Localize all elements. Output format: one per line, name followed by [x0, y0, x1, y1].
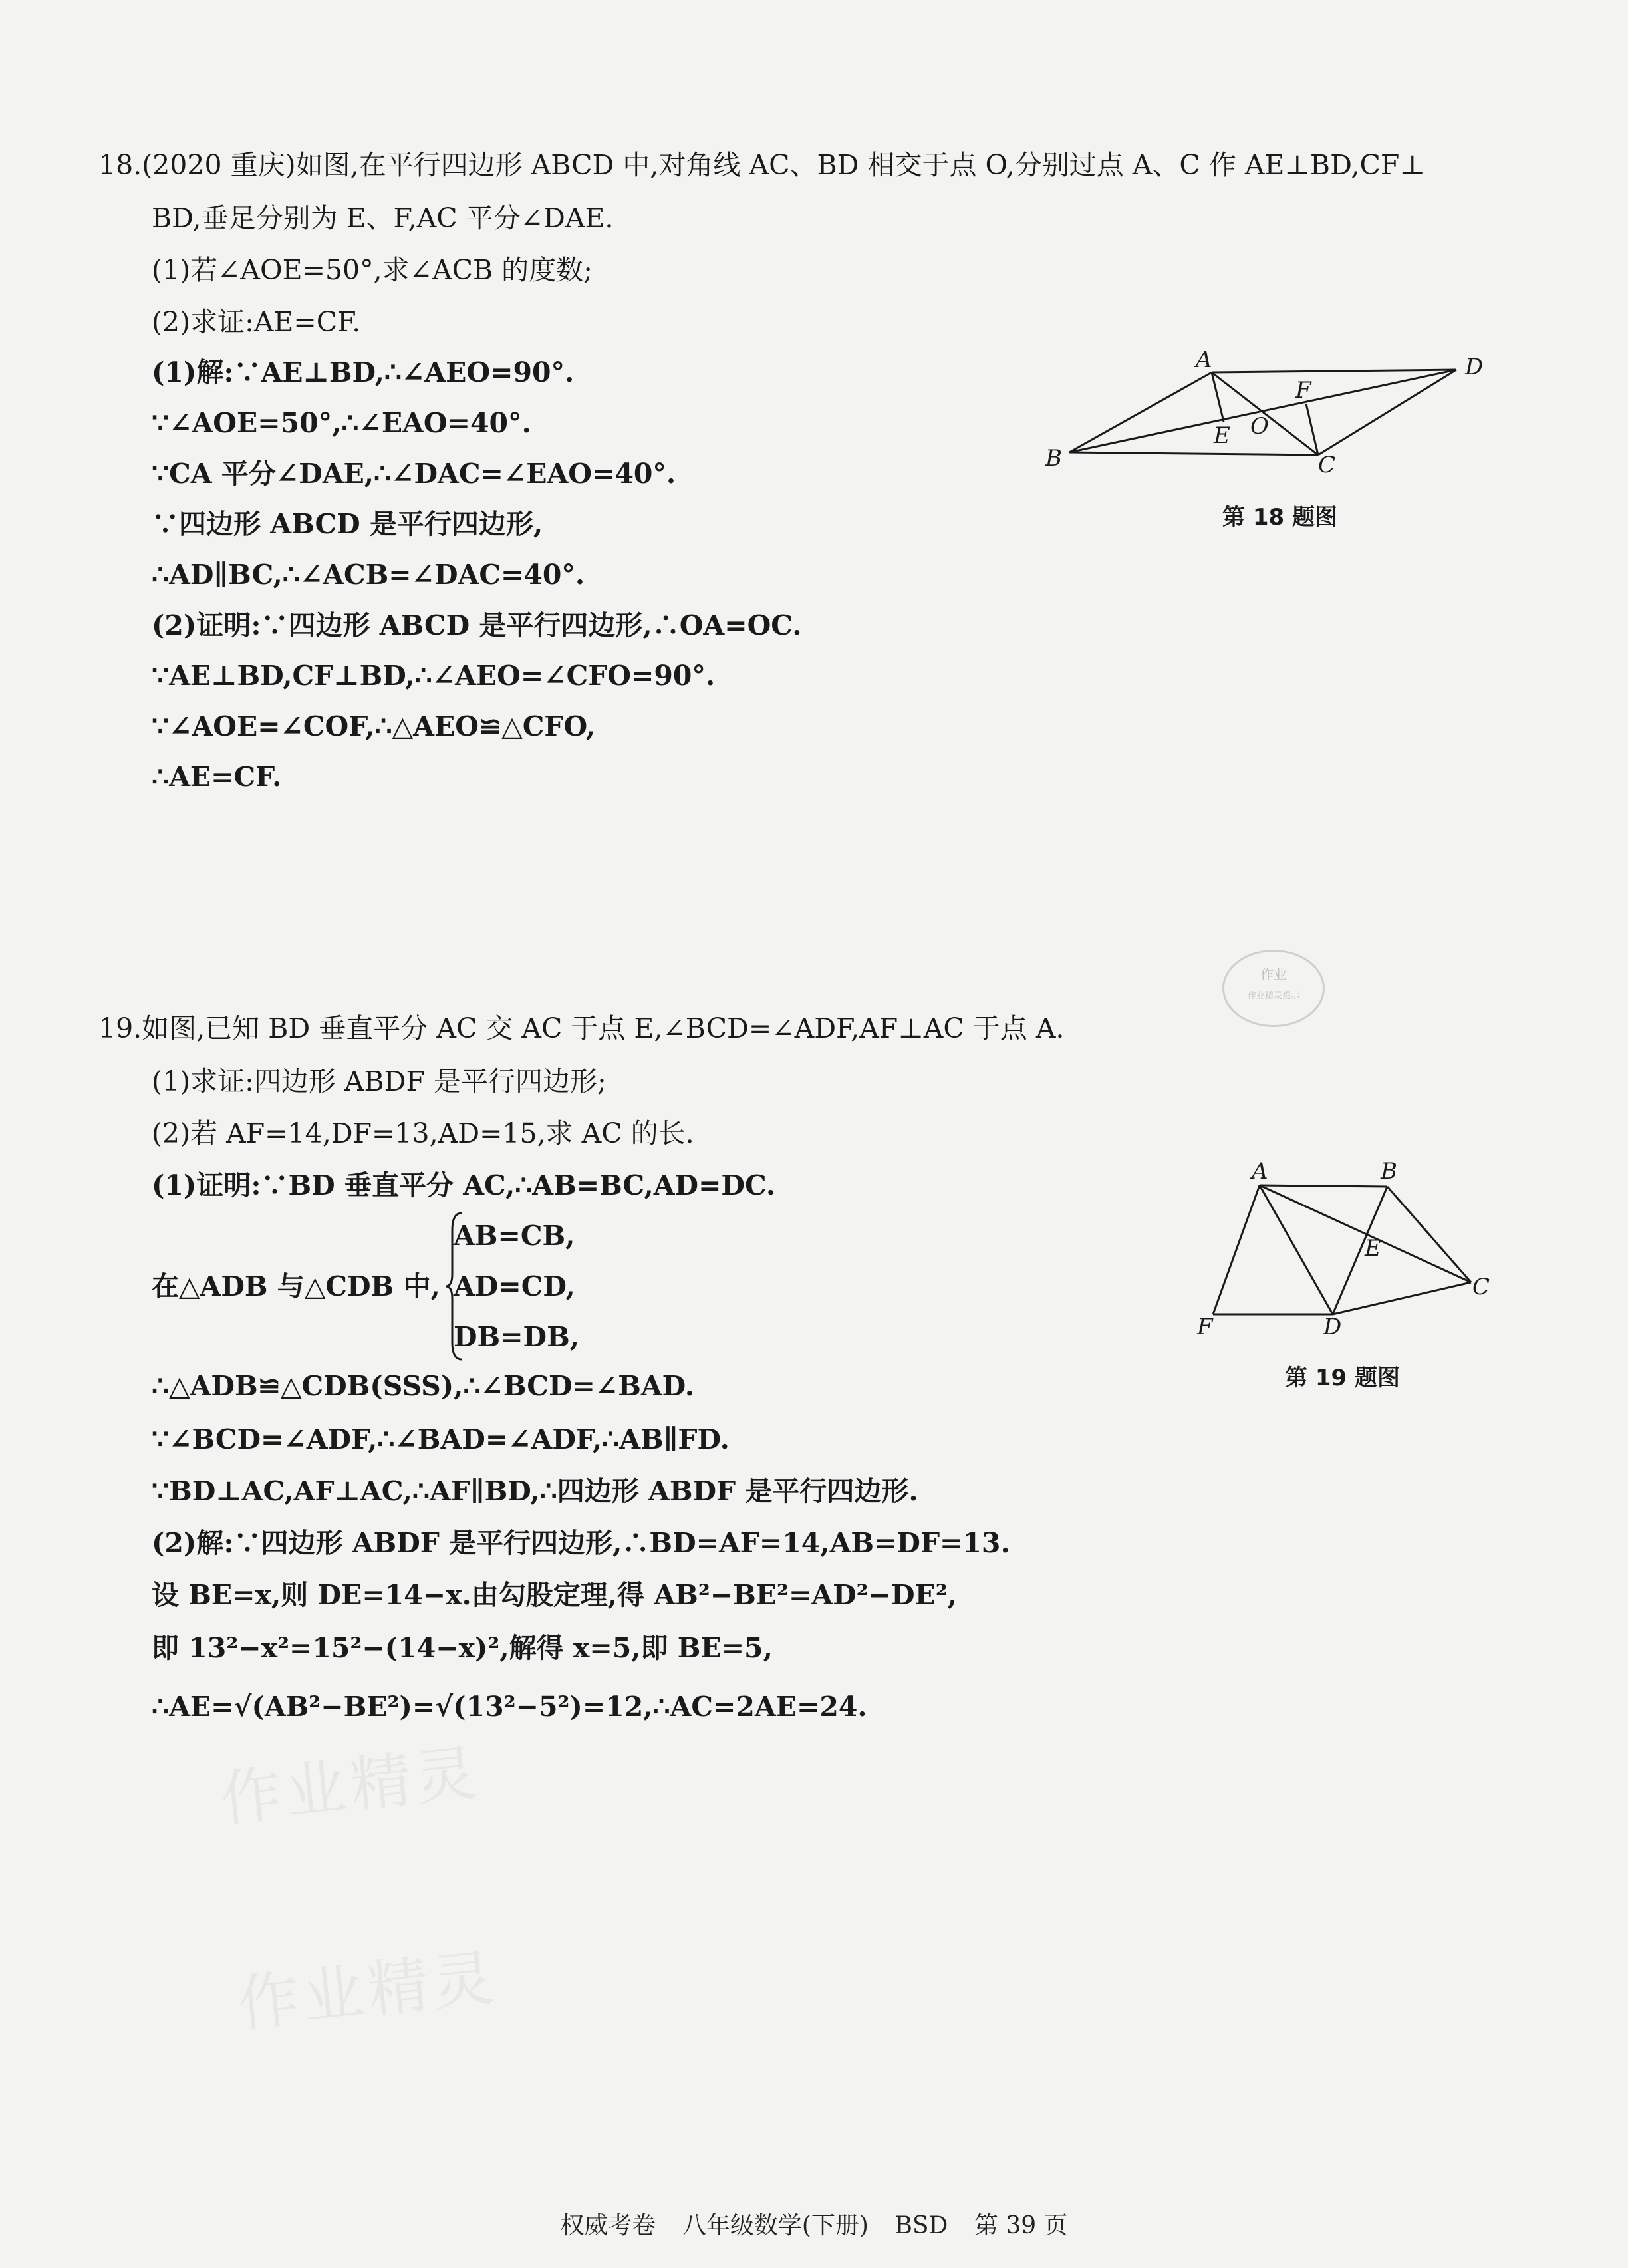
- segment-cd: [1318, 370, 1456, 455]
- stamp: [1222, 950, 1325, 1027]
- watermark: 作业精灵: [234, 1941, 501, 2041]
- brace-line: AB=CB,: [454, 1220, 575, 1252]
- watermark: 作业精灵: [217, 1737, 484, 1836]
- q18-solution-line: ∴AE=CF.: [152, 761, 282, 793]
- q18-stem-line1: 18.(2020 重庆)如图,在平行四边形 ABCD 中,对角线 AC、BD 相交于点 O,分别过点 A、C 作 AE⊥BD,CF⊥: [98, 149, 1425, 181]
- brace-line: AD=CD,: [454, 1270, 575, 1302]
- q18-solution-line: (2)证明:∵四边形 ABCD 是平行四边形,∴OA=OC.: [152, 609, 802, 641]
- q18-solution-line: ∵∠AOE=∠COF,∴△AEO≌△CFO,: [152, 710, 596, 742]
- segment-bc: [1069, 452, 1318, 455]
- label-e: E: [1214, 422, 1230, 449]
- q19-solution-line: ∴AE=√(AB²−BE²)=√(13²−5²)=12,∴AC=2AE=24.: [152, 1691, 867, 1723]
- q18-solution-line: ∵∠AOE=50°,∴∠EAO=40°.: [152, 407, 531, 439]
- q18-figure: [1037, 339, 1503, 499]
- segment-bc: [1387, 1187, 1471, 1282]
- label-a: A: [1196, 347, 1212, 373]
- q18-solution-line: ∵CA 平分∠DAE,∴∠DAC=∠EAO=40°.: [152, 458, 676, 490]
- q19-solution-in: 在△ADB 与△CDB 中,: [152, 1270, 440, 1302]
- label-o: O: [1250, 413, 1269, 440]
- q18-solution-line: ∴AD∥BC,∴∠ACB=∠DAC=40°.: [152, 559, 585, 591]
- label-b: B: [1381, 1158, 1397, 1185]
- label-b: B: [1045, 445, 1062, 472]
- page-footer: [0, 2207, 1628, 2241]
- q19-solution-line: 设 BE=x,则 DE=14−x.由勾股定理,得 AB²−BE²=AD²−DE²,: [152, 1579, 958, 1611]
- q18-part1: (1)若∠AOE=50°,求∠ACB 的度数;: [152, 254, 593, 286]
- stamp-line1: 作业: [1260, 966, 1287, 982]
- label-e: E: [1365, 1235, 1381, 1262]
- label-d: D: [1465, 354, 1484, 380]
- q19-figure-caption: 第 19 题图: [1285, 1365, 1400, 1391]
- q18-solution-line: (1)解:∵AE⊥BD,∴∠AEO=90°.: [152, 356, 575, 388]
- q19-solution-line: ∵BD⊥AC,AF⊥AC,∴AF∥BD,∴四边形 ABDF 是平行四边形.: [152, 1475, 918, 1507]
- footer-page: 第 39 页: [974, 2212, 1068, 2239]
- footer-book: 权威考卷: [560, 2212, 656, 2239]
- q19-solution-line: (1)证明:∵BD 垂直平分 AC,∴AB=BC,AD=DC.: [152, 1169, 776, 1201]
- label-c: C: [1318, 452, 1336, 478]
- label-d: D: [1323, 1314, 1342, 1340]
- segment-ad: [1260, 1185, 1333, 1314]
- q19-solution-line: (2)解:∵四边形 ABDF 是平行四边形,∴BD=AF=14,AB=DF=13.: [152, 1527, 1010, 1559]
- segment-ab: [1069, 372, 1212, 452]
- q19-solution-line: ∴△ADB≌△CDB(SSS),∴∠BCD=∠BAD.: [152, 1370, 695, 1402]
- q19-part1: (1)求证:四边形 ABDF 是平行四边形;: [152, 1065, 607, 1097]
- q18-solution-line: ∵AE⊥BD,CF⊥BD,∴∠AEO=∠CFO=90°.: [152, 660, 716, 692]
- segment-ac: [1260, 1185, 1471, 1282]
- segment-ad: [1212, 370, 1456, 372]
- label-f: F: [1197, 1314, 1213, 1340]
- q19-solution-line: 即 13²−x²=15²−(14−x)²,解得 x=5,即 BE=5,: [152, 1632, 773, 1664]
- q19-part2: (2)若 AF=14,DF=13,AD=15,求 AC 的长.: [152, 1117, 694, 1149]
- segment-dc: [1333, 1282, 1471, 1314]
- footer-grade: 八年级数学(下册): [682, 2212, 869, 2239]
- stamp-line2: 作业精灵提示: [1247, 991, 1299, 1001]
- segment-ab: [1260, 1185, 1387, 1187]
- q19-solution-line: ∵∠BCD=∠ADF,∴∠BAD=∠ADF,∴AB∥FD.: [152, 1423, 730, 1455]
- label-a: A: [1252, 1158, 1268, 1185]
- label-f: F: [1295, 377, 1311, 404]
- brace-line: DB=DB,: [454, 1321, 580, 1353]
- q19-figure: [1184, 1151, 1503, 1357]
- q19-stem: 19.如图,已知 BD 垂直平分 AC 交 AC 于点 E,∠BCD=∠ADF,AF⊥AC 于点 A.: [98, 1012, 1065, 1044]
- label-c: C: [1472, 1274, 1490, 1300]
- q18-stem-line2: BD,垂足分别为 E、F,AC 平分∠DAE.: [152, 202, 614, 234]
- footer-edition: BSD: [894, 2212, 948, 2239]
- q18-part2: (2)求证:AE=CF.: [152, 306, 361, 338]
- q18-solution-line: ∵四边形 ABCD 是平行四边形,: [152, 508, 543, 540]
- q18-figure-caption: 第 18 题图: [1222, 504, 1337, 531]
- segment-af: [1213, 1185, 1260, 1314]
